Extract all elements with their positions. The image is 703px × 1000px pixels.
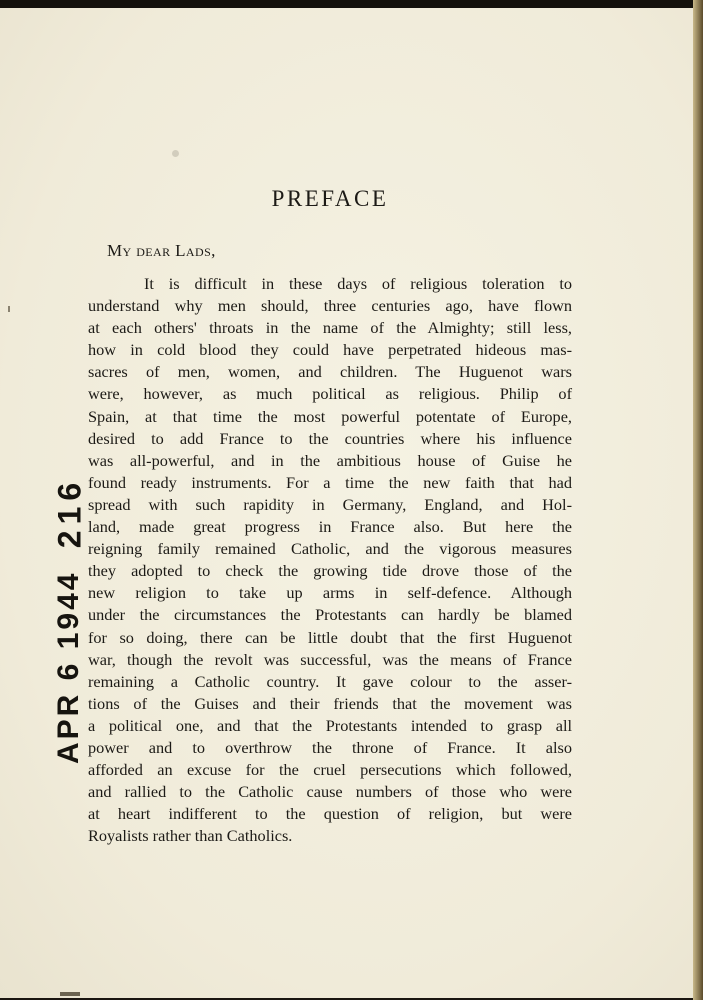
paragraph-line: at each others' throats in the name of the Almighty; still less,	[88, 318, 572, 338]
paragraph-line: was all-powerful, and in the ambitious house of Guise he	[88, 450, 572, 470]
paragraph-line: under the circumstances the Protestants can hardly be blamed	[88, 605, 572, 625]
paragraph-line: power and to overthrow the throne of France. It also	[88, 737, 572, 757]
paragraph-line: and rallied to the Catholic cause numbers of those who were	[88, 782, 572, 802]
paragraph-line: reigning family remained Catholic, and the vigorous measures	[88, 539, 572, 559]
paragraph-line: new religion to take up arms in self-defence. Although	[88, 583, 572, 603]
paragraph-line: land, made great progress in France also. But here the	[88, 517, 572, 537]
salutation: My dear Lads,	[107, 241, 216, 260]
paragraph-line: afforded an excuse for the cruel persecutions which followed,	[88, 760, 572, 780]
preface-paragraph	[88, 273, 572, 847]
paper-smudge	[60, 992, 80, 996]
library-stamp-date: APR 6 1944	[52, 570, 85, 764]
paragraph-line: understand why men should, three centuries ago, have flown	[88, 296, 572, 316]
paragraph-line: sacres of men, women, and children. The Huguenot wars	[88, 362, 572, 382]
paragraph-line: It is difficult in these days of religious toleration to	[144, 274, 572, 293]
margin-mark	[8, 306, 10, 312]
paragraph-line: remaining a Catholic country. It gave colour to the asser-	[88, 671, 572, 691]
page-title: PREFACE	[271, 186, 389, 211]
paragraph-line: spread with such rapidity in Germany, England, and Hol-	[88, 494, 572, 514]
library-stamp-number: 216	[51, 476, 88, 549]
paragraph-line: a political one, and that the Protestants intended to grasp all	[88, 715, 572, 735]
paragraph-line: tions of the Guises and their friends that the movement was	[88, 693, 572, 713]
paragraph-line: how in cold blood they could have perpetrated hideous mas-	[88, 340, 572, 360]
paragraph-line: desired to add France to the countries where his influence	[88, 428, 572, 448]
paragraph-line: were, however, as much political as religious. Philip of	[88, 384, 572, 404]
paragraph-line: Royalists rather than Catholics.	[88, 826, 293, 846]
paragraph-line: Spain, at that time the most powerful potentate of Europe,	[88, 406, 572, 426]
paragraph-line: they adopted to check the growing tide drove those of the	[88, 561, 572, 581]
scan-top-edge	[0, 0, 703, 8]
paragraph-line: at heart indifferent to the question of religion, but were	[88, 804, 572, 824]
paragraph-line: found ready instruments. For a time the new faith that had	[88, 472, 572, 492]
book-spine-edge	[693, 0, 703, 1000]
paragraph-line: for so doing, there can be little doubt that the first Huguenot	[88, 627, 572, 647]
paper-spot	[172, 150, 179, 157]
paragraph-line: war, though the revolt was successful, was the means of France	[88, 649, 572, 669]
